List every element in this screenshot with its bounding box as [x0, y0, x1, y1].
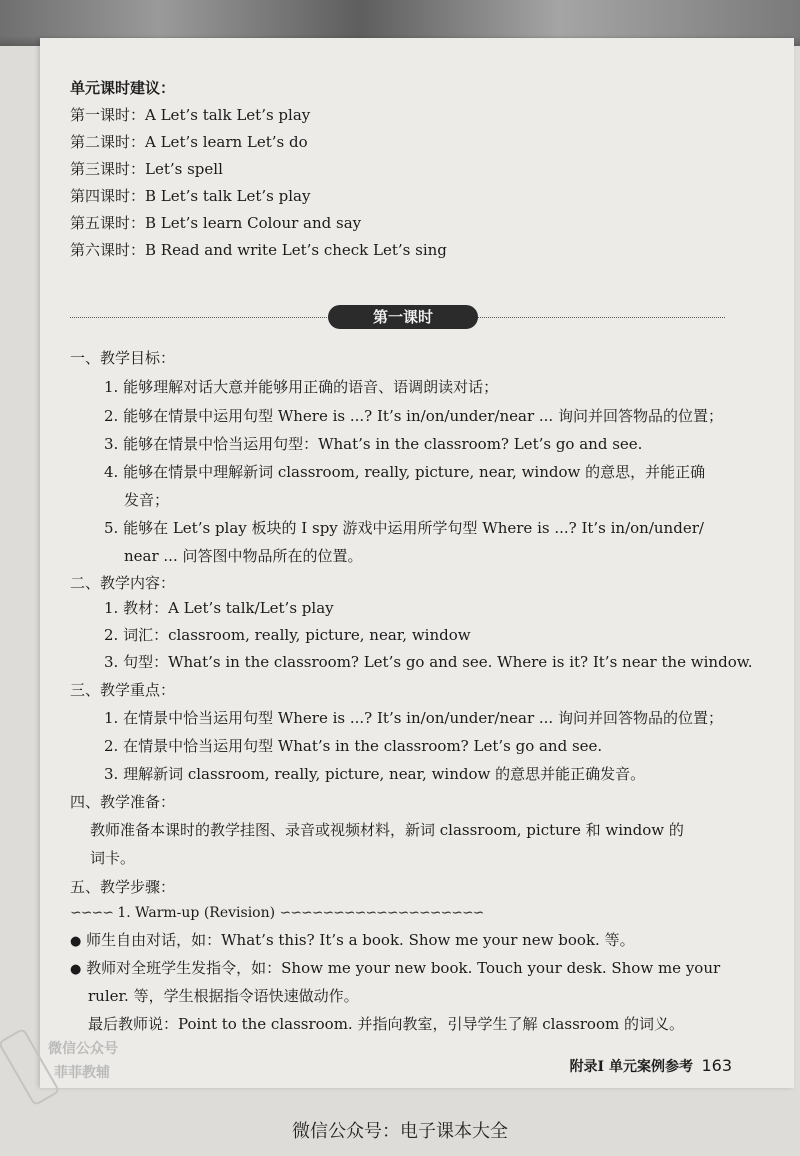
content-item: 3. 句型：What’s in the classroom? Let’s go and see. Where is it? It’s near the window. [104, 653, 753, 671]
bullet-line [70, 958, 720, 980]
lesson-item: 第一课时：A Let’s talk Let’s play [70, 106, 311, 124]
step-label: 1. Warm-up (Revision) [117, 905, 276, 921]
bullet-text: 教师对全班学生发指令，如：Show me your new book. Touch your desk. Show me your [86, 959, 721, 977]
section-4-heading: 四、教学准备： [70, 793, 176, 811]
closing-text: 最后教师说：Point to the classroom. 并指向教室，引导学生了解 classroom 的词义。 [88, 1015, 684, 1033]
wavy-decoration: ∽∽∽∽ [70, 905, 113, 921]
section-title: 第一课时 [328, 305, 478, 329]
bottom-caption: 微信公众号：电子课本大全 [292, 1121, 508, 1142]
objective-item: 1. 能够理解对话大意并能够用正确的语音、语调朗读对话； [104, 378, 499, 396]
content-item: 1. 教材：A Let’s talk/Let’s play [104, 599, 334, 617]
section-1-heading: 一、教学目标： [70, 349, 176, 367]
bullet-text-cont: ruler. 等，学生根据指令语快速做动作。 [88, 987, 359, 1005]
bullet-icon: ● [70, 934, 82, 949]
lesson-item: 第六课时：B Read and write Let’s check Let’s sing [70, 241, 447, 259]
section-3-heading: 三、教学重点： [70, 681, 176, 699]
watermark-line2: 菲菲教辅 [54, 1065, 110, 1081]
objective-item: 5. 能够在 Let’s play 板块的 I spy 游戏中运用所学句型 Where is ...? It’s in/on/under/ [104, 519, 704, 537]
watermark-line1: 微信公众号 [48, 1041, 118, 1057]
prep-text: 教师准备本课时的教学挂图、录音或视频材料，新词 classroom, picture 和 window 的 [90, 821, 684, 839]
bullet-text: 师生自由对话，如：What’s this? It’s a book. Show me your new book. 等。 [86, 931, 635, 949]
objective-item: 2. 能够在情景中运用句型 Where is ...? It’s in/on/under/near ... 询问并回答物品的位置； [104, 407, 723, 425]
appendix-label: 附录Ⅰ 单元案例参考 [569, 1059, 693, 1075]
content-item: 2. 词汇：classroom, really, picture, near, window [104, 626, 471, 644]
prep-text: 词卡。 [90, 849, 136, 867]
section-header [70, 305, 725, 329]
objective-item-cont: 发音； [124, 491, 170, 509]
bullet-line [70, 930, 635, 952]
section-2-heading: 二、教学内容： [70, 574, 176, 592]
objective-item: 3. 能够在情景中恰当运用句型：What’s in the classroom? Let’s go and see. [104, 435, 643, 453]
watermark-logo [14, 1018, 142, 1104]
keypoint-item: 1. 在情景中恰当运用句型 Where is ...? It’s in/on/under/near ... 询问并回答物品的位置； [104, 709, 723, 727]
objective-item-cont: near ... 问答图中物品所在的位置。 [124, 547, 363, 565]
keypoint-item: 2. 在情景中恰当运用句型 What’s in the classroom? Let’s go and see. [104, 737, 603, 755]
page-footer [570, 1056, 732, 1077]
lesson-item: 第三课时：Let’s spell [70, 160, 223, 178]
objective-item: 4. 能够在情景中理解新词 classroom, really, picture, near, window 的意思，并能正确 [104, 463, 706, 481]
wavy-decoration: ∽∽∽∽∽∽∽∽∽∽∽∽∽∽∽∽∽∽∽ [279, 905, 484, 921]
bullet-icon: ● [70, 962, 82, 977]
section-5-heading: 五、教学步骤： [70, 878, 176, 896]
keypoint-item: 3. 理解新词 classroom, really, picture, near, window 的意思并能正确发音。 [104, 765, 646, 783]
lesson-item: 第五课时：B Let’s learn Colour and say [70, 214, 362, 232]
page-number: 163 [701, 1056, 732, 1075]
lesson-item: 第二课时：A Let’s learn Let’s do [70, 133, 308, 151]
suggest-title: 单元课时建议： [70, 79, 176, 97]
lesson-item: 第四课时：B Let’s talk Let’s play [70, 187, 311, 205]
step-heading [70, 903, 483, 923]
